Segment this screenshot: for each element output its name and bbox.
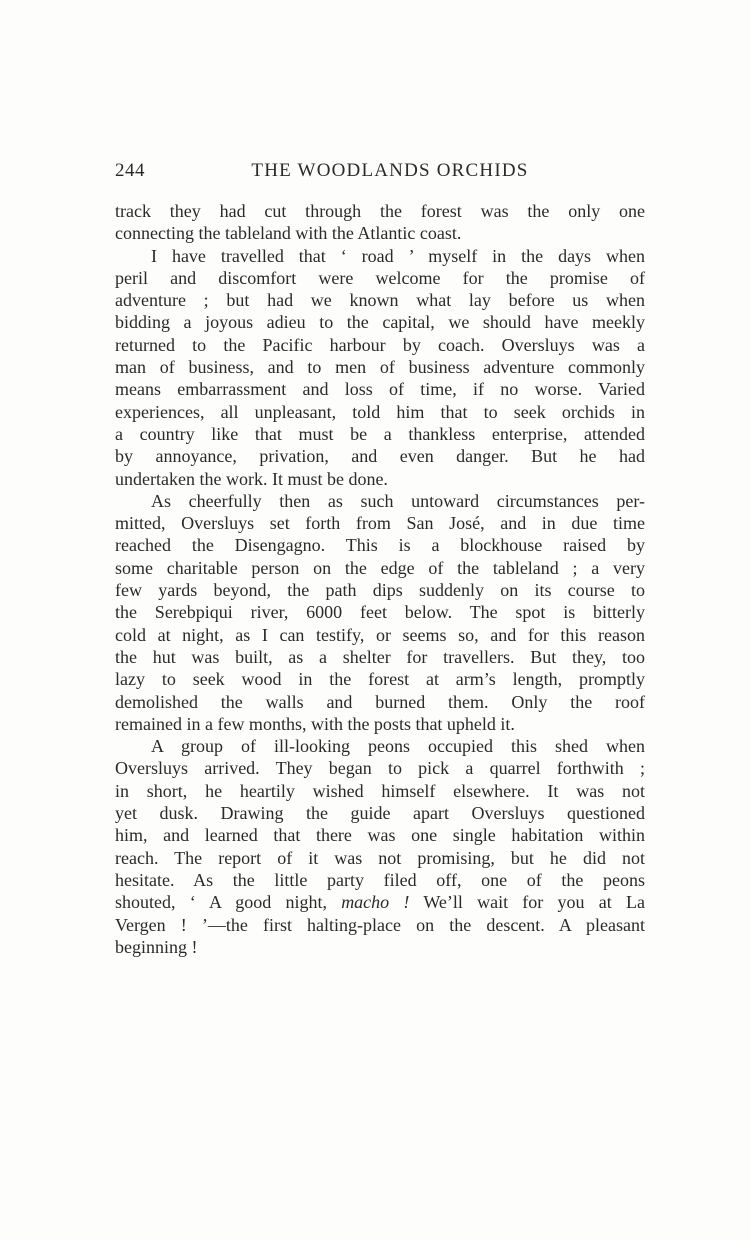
text-line: lazy to seek wood in the forest at arm’s length, promptly: [115, 669, 645, 690]
text-line: remained in a few months, with the posts that upheld it.: [115, 713, 515, 734]
running-head: [115, 160, 645, 188]
text-line: peril and discomfort were welcome for the promise of: [115, 267, 645, 288]
text-line: the hut was built, as a shelter for travellers. But they, too: [115, 646, 645, 667]
text-line: experiences, all unpleasant, told him that to seek orchids in: [115, 401, 645, 422]
text-line: Vergen ! ’—the first halting-place on the descent. A pleasant: [115, 914, 645, 935]
body-text: [115, 200, 645, 958]
page-number: 244: [115, 160, 145, 181]
text-line: him, and learned that there was one single habitation within: [115, 825, 645, 846]
text-line: bidding a joyous adieu to the capital, we should have meekly: [115, 312, 645, 333]
text-line-with-italic: [115, 891, 645, 913]
text-line: a country like that must be a thankless enterprise, attended: [115, 423, 645, 444]
text-line: reached the Disengagno. This is a blockhouse raised by: [115, 535, 645, 556]
paragraph-2: [115, 245, 645, 490]
text-line: track they had cut through the forest was the only one: [115, 201, 645, 221]
text-line: Oversluys arrived. They began to pick a quarrel forthwith ;: [115, 758, 645, 779]
text-line: few yards beyond, the path dips suddenly on its course to: [115, 580, 645, 601]
italic-word: macho !: [341, 892, 410, 913]
text-line: returned to the Pacific harbour by coach. Oversluys was a: [115, 334, 645, 355]
text-line: cold at night, as I can testify, or seems so, and for this reason: [115, 624, 645, 645]
text-line: some charitable person on the edge of the tableland ; a very: [115, 557, 645, 578]
text-line: by annoyance, privation, and even danger. But he had: [115, 446, 645, 467]
paragraph-1: [115, 200, 645, 245]
text-line: As cheerfully then as such untoward circumstances per-: [151, 490, 645, 511]
text-line: in short, he heartily wished himself elsewhere. It was not: [115, 780, 645, 801]
text-line: hesitate. As the little party filed off, one of the peons: [115, 869, 645, 890]
text-line: mitted, Oversluys set forth from San José, and in due time: [115, 513, 645, 534]
text-line: demolished the walls and burned them. Only the roof: [115, 691, 645, 712]
text-segment: shouted, ‘ A good night,: [115, 892, 342, 913]
running-title: THE WOODLANDS ORCHIDS: [251, 160, 529, 181]
text-line: A group of ill-looking peons occupied this shed when: [151, 736, 645, 757]
text-line: I have travelled that ‘ road ’ myself in the days when: [151, 245, 645, 266]
text-line: the Serebpiqui river, 6000 feet below. The spot is bitterly: [115, 602, 645, 623]
text-line: yet dusk. Drawing the guide apart Oversluys questioned: [115, 803, 645, 824]
text-line: man of business, and to men of business adventure commonly: [115, 357, 645, 378]
paragraph-3: [115, 490, 645, 735]
text-line: reach. The report of it was not promising, but he did not: [115, 847, 645, 868]
text-line: adventure ; but had we known what lay before us when: [115, 290, 645, 311]
text-line: connecting the tableland with the Atlantic coast.: [115, 223, 462, 244]
paragraph-4: [115, 735, 645, 958]
text-line: beginning !: [115, 936, 198, 957]
text-segment: We’ll wait for you at La: [409, 892, 645, 913]
text-line: undertaken the work. It must be done.: [115, 468, 388, 489]
text-line: means embarrassment and loss of time, if no worse. Varied: [115, 379, 645, 400]
